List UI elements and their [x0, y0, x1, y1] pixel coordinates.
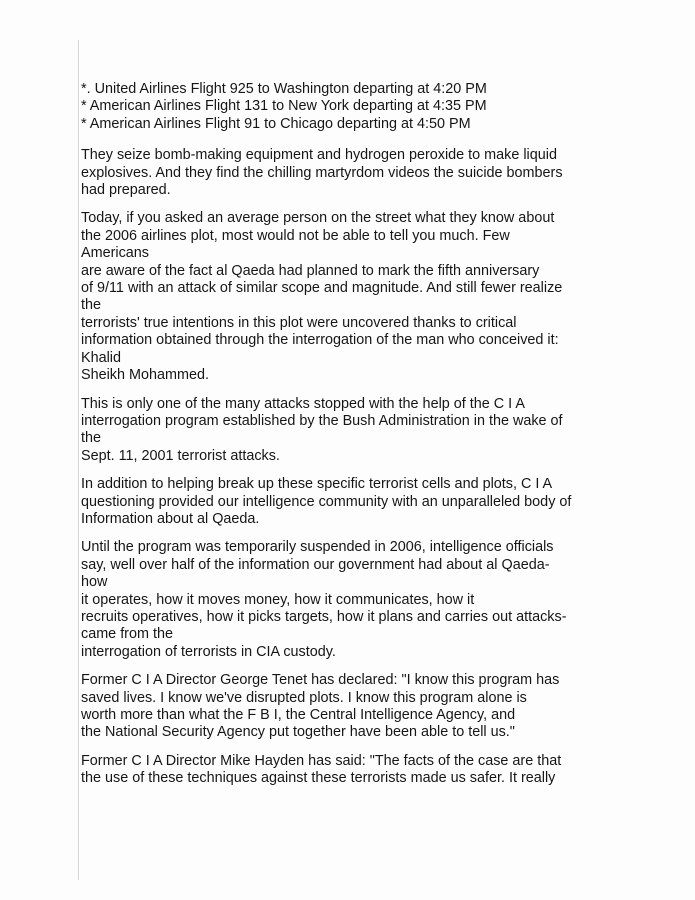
text-line: They seize bomb-making equipment and hydrogen peroxide to make liquid	[81, 147, 557, 164]
text-line: of 9/11 with an attack of similar scope and magnitude. And still fewer realize	[81, 280, 563, 297]
text-line: the	[81, 430, 102, 447]
text-line: Sept. 11, 2001 terrorist attacks.	[81, 447, 280, 464]
paragraph-suspension	[81, 539, 681, 661]
paragraph-seizure	[81, 147, 681, 199]
flight-item: *. United Airlines Flight 925 to Washington departing at 4:20 PM	[81, 81, 487, 97]
text-line: Information about al Qaeda.	[81, 510, 260, 527]
text-line: interrogation program established by the Bush Administration in the wake of	[81, 412, 563, 429]
text-line: interrogation of terrorists in CIA custody.	[81, 643, 336, 660]
text-line: Until the program was temporarily suspended in 2006, intelligence officials	[81, 539, 554, 556]
document-body	[81, 81, 681, 799]
flight-item: * American Airlines Flight 91 to Chicago departing at 4:50 PM	[81, 115, 471, 132]
paragraph-tenet-quote	[81, 672, 681, 742]
text-line: Americans	[81, 245, 149, 262]
text-line: Former C I A Director Mike Hayden has said: "The facts of the case are that	[81, 752, 562, 769]
flight-list	[81, 81, 681, 133]
paragraph-questioning	[81, 476, 681, 528]
text-line: the 2006 airlines plot, most would not be able to tell you much. Few	[81, 227, 510, 244]
paragraph-airlines-plot	[81, 210, 681, 384]
text-line: the use of these techniques against these terrorists made us safer. It really	[81, 770, 556, 787]
text-line: In addition to helping break up these specific terrorist cells and plots, C I A	[81, 476, 553, 493]
text-line: the	[81, 297, 102, 314]
text-line: came from the	[81, 626, 173, 643]
text-line: Today, if you asked an average person on the street what they know about	[81, 210, 555, 227]
paragraph-hayden-quote	[81, 753, 681, 788]
flight-item: * American Airlines Flight 131 to New York departing at 4:35 PM	[81, 98, 487, 115]
scan-margin-line	[78, 40, 79, 880]
text-line: had prepared.	[81, 182, 171, 199]
text-line: are aware of the fact al Qaeda had planned to mark the fifth anniversary	[81, 262, 540, 279]
text-line: the National Security Agency put together have been able to tell us."	[81, 724, 515, 741]
text-line: recruits operatives, how it picks targets, how it plans and carries out attacks-	[81, 608, 567, 625]
paragraph-cia-program	[81, 396, 681, 466]
text-line: how	[81, 574, 108, 591]
text-line: terrorists' true intentions in this plot were uncovered thanks to critical	[81, 314, 517, 331]
text-line: Khalid	[81, 349, 122, 366]
text-line: Sheikh Mohammed.	[81, 367, 209, 384]
text-line: explosives. And they find the chilling martyrdom videos the suicide bombers	[81, 164, 563, 181]
text-line: Former C I A Director George Tenet has declared: "I know this program has	[81, 672, 560, 689]
text-line: This is only one of the many attacks stopped with the help of the C I A	[81, 395, 525, 412]
text-line: it operates, how it moves money, how it communicates, how it	[81, 591, 475, 608]
text-line: information obtained through the interrogation of the man who conceived it:	[81, 332, 559, 349]
text-line: say, well over half of the information our government had about al Qaeda-	[81, 556, 550, 573]
text-line: saved lives. I know we've disrupted plots. I know this program alone is	[81, 689, 527, 706]
text-line: worth more than what the F B I, the Central Intelligence Agency, and	[81, 707, 516, 723]
text-line: questioning provided our intelligence community with an unparalleled body of	[81, 493, 572, 510]
